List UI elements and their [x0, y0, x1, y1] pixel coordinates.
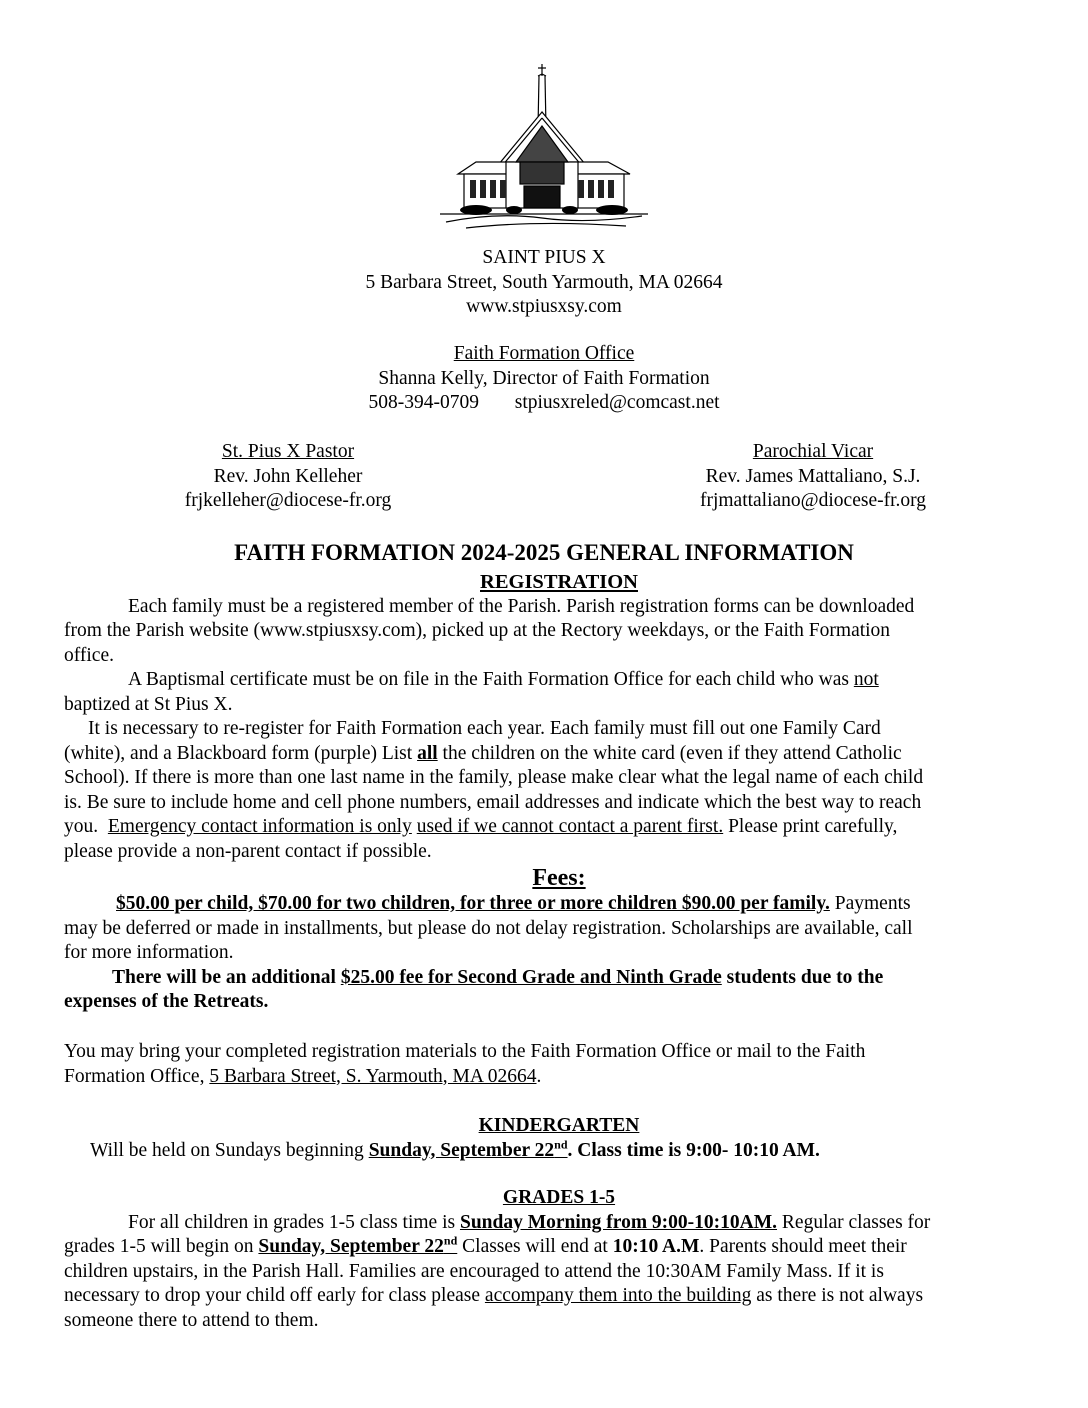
date-text: Sunday, September 22 — [258, 1236, 444, 1257]
mail-address: 5 Barbara Street, S. Yarmouth, MA 02664 — [209, 1065, 537, 1087]
office-block — [0, 342, 1088, 416]
retreat-fee: $25.00 fee for Second Grade and Ninth Grade — [340, 966, 722, 988]
text-run: the children on the white card (even if they attend Catholic — [437, 742, 902, 764]
pastor-name: Rev. John Kelleher — [213, 465, 363, 487]
text-run: Please print carefully, — [723, 816, 898, 837]
fees-line1 — [64, 892, 1054, 917]
grades-line2 — [64, 1235, 1054, 1260]
registration-p1-line1: Each family must be a registered member of the Parish. Parish registration forms can be downloaded — [128, 595, 915, 617]
fees-line5: expenses of the Retreats. — [64, 991, 269, 1012]
grades-line5: someone there to attend to them. — [64, 1309, 319, 1331]
fees-amounts: $50.00 per child, $70.00 for two children, for three or more children $90.00 per family. — [116, 893, 830, 914]
fees-heading: Fees: — [532, 865, 586, 891]
pastor-block — [148, 440, 428, 514]
mail-line2 — [64, 1065, 1054, 1090]
kindergarten-line — [64, 1139, 1054, 1164]
registration-p3-line1: It is necessary to re-register for Faith Formation each year. Each family must fill out one Family Card — [88, 718, 881, 739]
registration-p3-line3: School). If there is more than one last name in the family, please make clear what the legal name of each child — [64, 767, 924, 788]
office-director: Shanna Kelly, Director of Faith Formation — [378, 367, 710, 389]
registration-p3-line6: please provide a non-parent contact if possible. — [64, 840, 432, 862]
kindergarten-section — [64, 1114, 1054, 1163]
vicar-block — [658, 440, 968, 514]
emphasis-not: not — [853, 669, 879, 690]
registration-p1-line3: office. — [64, 644, 114, 666]
registration-heading: REGISTRATION — [480, 571, 638, 593]
church-illustration — [436, 62, 652, 230]
text-run: Regular classes for — [777, 1211, 931, 1233]
ordinal-suffix: nd — [554, 1137, 568, 1151]
text-run: necessary to drop your child off early for class please — [64, 1285, 485, 1306]
registration-p2-line2: baptized at St Pius X. — [64, 693, 233, 715]
parish-address: 5 Barbara Street, South Yarmouth, MA 02664 — [365, 271, 723, 293]
grades-section — [64, 1186, 1054, 1333]
office-contact — [0, 391, 1088, 416]
emergency-note-2: used if we cannot contact a parent first. — [416, 816, 724, 837]
text-run: Will be held on Sundays beginning — [90, 1139, 369, 1161]
mail-section — [64, 1040, 1054, 1089]
grades-heading: GRADES 1-5 — [502, 1187, 616, 1208]
grades-line4 — [64, 1284, 1054, 1309]
text-run: Payments — [829, 893, 911, 914]
office-email: stpiusxreled@comcast.net — [514, 392, 720, 413]
registration-p2-line1 — [64, 668, 1054, 693]
registration-section — [64, 570, 1054, 864]
text-run: Classes will end at — [457, 1236, 613, 1257]
registration-p3-line4: is. Be sure to include home and cell phone numbers, email addresses and indicate which the best way to reach — [64, 791, 922, 813]
text-run: Formation Office, — [64, 1065, 210, 1087]
text-run: . Parents should meet their — [699, 1236, 907, 1257]
pastor-email: frjkelleher@diocese-fr.org — [184, 490, 392, 511]
kindergarten-start-date — [368, 1137, 568, 1161]
text-run: you. — [64, 816, 108, 837]
registration-p1-line2: from the Parish website (www.stpiusxsy.com), picked up at the Rectory weekdays, or the Faith Formation — [64, 620, 891, 641]
mail-line1: You may bring your completed registration materials to the Faith Formation Office or mail to the Faith — [64, 1041, 866, 1062]
text-run: There will be an additional — [112, 966, 341, 988]
fees-section — [64, 864, 1054, 1015]
text-run: (white), and a Blackboard form (purple) List — [64, 742, 418, 764]
fees-line2: may be deferred or made in installments, but please do not delay registration. Scholarships are available, call — [64, 917, 913, 939]
vicar-email: frjmattaliano@diocese-fr.org — [699, 490, 927, 511]
fees-line4 — [64, 966, 1054, 991]
letterhead — [0, 246, 1088, 320]
grades-class-time: Sunday Morning from 9:00-10:10AM. — [459, 1211, 778, 1233]
grades-start-date — [258, 1233, 458, 1257]
grades-line1 — [64, 1211, 1054, 1236]
grades-line3: children upstairs, in the Parish Hall. Families are encouraged to attend the 10:30AM Family Mass. If it is — [64, 1260, 884, 1282]
emphasis-all: all — [417, 742, 438, 764]
parish-website: www.stpiusxsy.com — [466, 296, 622, 317]
office-title: Faith Formation Office — [453, 343, 635, 364]
ordinal-suffix: nd — [443, 1233, 458, 1248]
class-time: . Class time is 9:00- 10:10 AM. — [567, 1139, 820, 1161]
text-run: For all children in grades 1-5 class time is — [128, 1211, 460, 1233]
registration-p3-line2 — [64, 742, 1054, 767]
date-text: Sunday, September 22 — [368, 1139, 555, 1161]
registration-p3-line5 — [64, 815, 1054, 840]
emergency-note: Emergency contact information is only — [107, 816, 412, 837]
vicar-title: Parochial Vicar — [752, 441, 874, 462]
text-run: A Baptismal certificate must be on file in the Faith Formation Office for each child who was — [128, 669, 854, 690]
text-run: grades 1-5 will begin on — [64, 1236, 259, 1257]
text-run: as there is not always — [751, 1285, 924, 1306]
pastor-title: St. Pius X Pastor — [221, 441, 355, 462]
text-run: . — [536, 1065, 542, 1087]
fees-line3: for more information. — [64, 942, 234, 963]
parish-name: SAINT PIUS X — [482, 247, 606, 268]
page-title: FAITH FORMATION 2024-2025 GENERAL INFORMATION — [234, 540, 854, 565]
text-run: students due to the — [721, 966, 884, 988]
vicar-name: Rev. James Mattaliano, S.J. — [705, 465, 921, 487]
kindergarten-heading: KINDERGARTEN — [478, 1115, 640, 1136]
accompany-note: accompany them into the building — [484, 1285, 752, 1306]
end-time: 10:10 A.M — [612, 1236, 700, 1257]
office-phone: 508-394-0709 — [368, 392, 479, 413]
